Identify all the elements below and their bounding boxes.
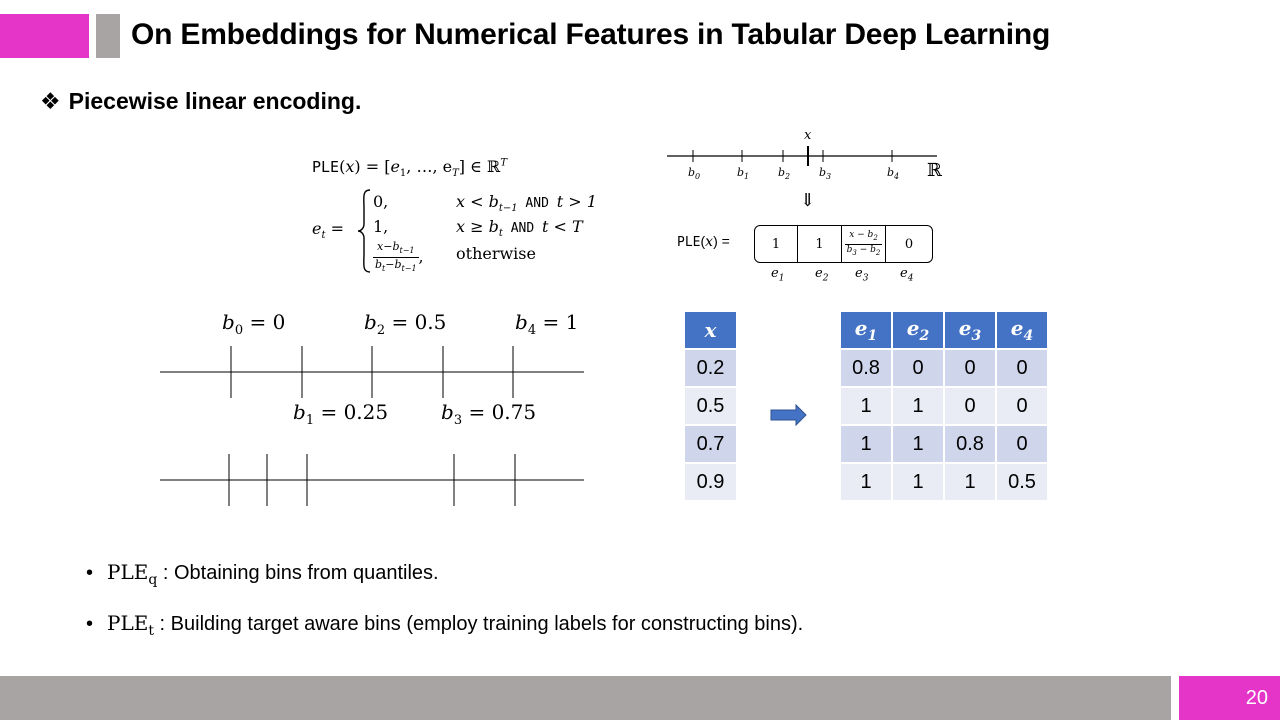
x-table-cell: 0.9 <box>685 464 736 500</box>
encoding-table <box>839 310 1049 502</box>
table-cell: 0 <box>997 426 1047 462</box>
page-number: 20 <box>1179 676 1280 720</box>
implies-arrow-icon: ⇓ <box>800 190 816 211</box>
table-cell: 0 <box>945 350 995 386</box>
ple-cell-3: $\frac{x - b_2}{b_3 - b_2}$ <box>842 226 886 262</box>
x-table-cell: 0.7 <box>685 426 736 462</box>
x-values-table <box>683 310 738 502</box>
table-cell: 0.8 <box>945 426 995 462</box>
bin-label-0: $b_0$ <box>688 166 701 182</box>
table-cell: 1 <box>893 464 943 500</box>
uniform-bins-line <box>160 344 586 404</box>
table-cell: 1 <box>893 426 943 462</box>
section-heading-text: Piecewise linear encoding. <box>68 88 362 114</box>
table-row <box>841 464 1047 500</box>
bin-label-3: $b_3$ <box>819 166 832 182</box>
quantile-bins-line <box>160 452 586 508</box>
ple-cell-1: 1 <box>755 226 798 262</box>
bin-b0-label: $b_0 = 0$ <box>222 310 286 338</box>
bin-b1-label: $b_1 = 0.25$ <box>293 400 389 428</box>
e-label-1: $e_1$ <box>771 266 785 284</box>
table-cell: 1 <box>841 388 891 424</box>
section-heading <box>40 88 361 115</box>
table-cell: 1 <box>841 464 891 500</box>
diamond-bullet-icon: ❖ <box>40 88 61 114</box>
table-cell: 0 <box>997 350 1047 386</box>
x-table-cell: 0.5 <box>685 388 736 424</box>
bin-label-1: $b_1$ <box>737 166 750 182</box>
ple-encoding-box <box>754 225 933 263</box>
bin-b4-label: $b_4 = 1$ <box>515 310 579 338</box>
e4-header: $e_4$ <box>997 312 1047 348</box>
e-label-3: $e_3$ <box>855 266 869 284</box>
case-1: 0, <box>373 192 389 211</box>
ple-definition: $PLE(x) = [e_1$, …, $e_T$] ∈ ℝ$^T$ <box>312 157 507 180</box>
x-table-cell: 0.2 <box>685 350 736 386</box>
ple-cell-4: 0 <box>904 236 914 252</box>
table-row <box>841 388 1047 424</box>
table-cell: 0 <box>945 388 995 424</box>
table-cell: 1 <box>841 426 891 462</box>
e-label-4: $e_4$ <box>900 266 914 284</box>
case-3-condition: otherwise <box>456 244 536 263</box>
title-gray-bar <box>96 14 120 58</box>
table-cell: 0 <box>997 388 1047 424</box>
table-row <box>841 426 1047 462</box>
reals-symbol: ℝ <box>927 160 942 181</box>
right-arrow-icon <box>770 404 808 426</box>
bullet-ple-t: • $PLE_t$ : Building target aware bins (employ training labels for constructing bins). <box>86 611 804 639</box>
ple-box-label: PLE(x) = <box>677 233 730 250</box>
table-cell: 0.8 <box>841 350 891 386</box>
case-2: 1, <box>373 217 389 236</box>
e3-header: $e_3$ <box>945 312 995 348</box>
x-marker-label: x <box>804 128 812 143</box>
bins-number-line <box>665 140 955 190</box>
case-3: $\frac{x-b_{t-1}}{b_t-b_{t-1}}$ , <box>375 240 424 274</box>
table-cell: 1 <box>945 464 995 500</box>
table-cell: 0 <box>893 350 943 386</box>
case-1-condition: $x < b_{t-1}$ AND t > 1 <box>456 192 597 215</box>
e2-header: $e_2$ <box>893 312 943 348</box>
bin-label-2: $b_2$ <box>778 166 791 182</box>
e1-header: $e_1$ <box>841 312 891 348</box>
x-table-header: x <box>685 312 736 348</box>
slide-title: On Embeddings for Numerical Features in Tabular Deep Learning <box>131 18 1051 51</box>
case-2-condition: $x \ge b_t$ AND t < T <box>456 217 583 240</box>
bin-b2-label: $b_2 = 0.5$ <box>364 310 447 338</box>
e-label-2: $e_2$ <box>815 266 829 284</box>
bin-b3-label: $b_3 = 0.75$ <box>441 400 537 428</box>
bin-label-4: $b_4$ <box>887 166 900 182</box>
title-accent-bar <box>0 14 89 58</box>
ple-cell-2: 1 <box>798 226 842 262</box>
table-row <box>841 350 1047 386</box>
table-cell: 1 <box>893 388 943 424</box>
et-label: $e_t$ = <box>312 219 344 242</box>
cases-brace <box>356 188 372 274</box>
footer-bar <box>0 676 1171 720</box>
bullet-ple-q: • $PLE_q$ : Obtaining bins from quantiles. <box>86 560 439 588</box>
table-cell: 0.5 <box>997 464 1047 500</box>
